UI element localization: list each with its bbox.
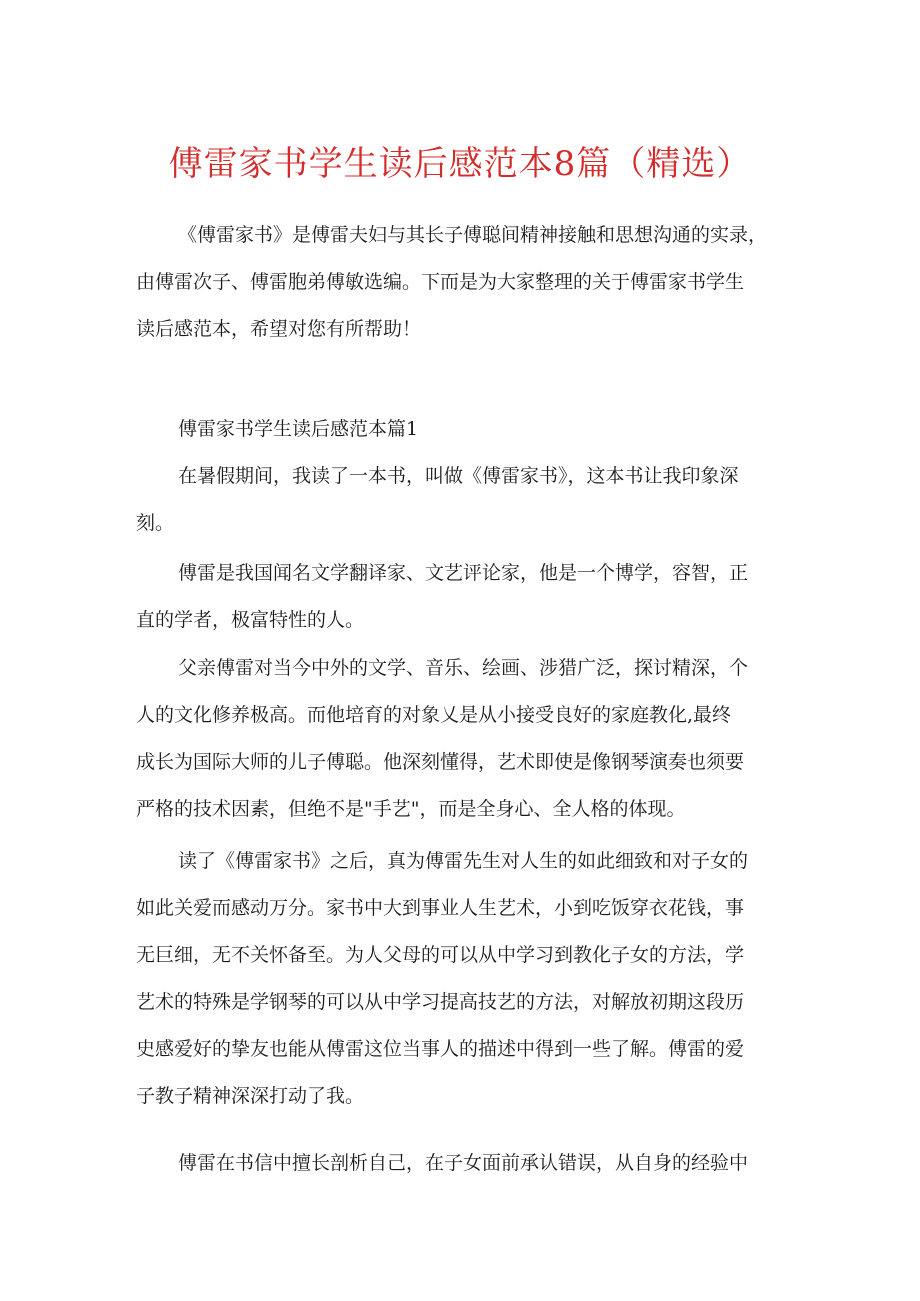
document-title: 傅雷家书学生读后感范本8篇（精选） — [168, 144, 752, 184]
paragraph-line: 父亲傅雷对当今中外的文学、音乐、绘画、涉猎广泛，探讨精深，个 — [178, 657, 749, 679]
paragraph-line: 傅雷是我国闻名文学翻译家、文艺评论家，他是一个博学，容智，正 — [178, 562, 749, 584]
intro-line: 读后感范本，希望对您有所帮助！ — [136, 318, 422, 340]
paragraph-line: 如此关爱而感动万分。家书中大到事业人生艺术，小到吃饭穿衣花钱，事 — [136, 897, 745, 919]
paragraph-line: 史感爱好的挚友也能从傅雷这位当事人的描述中得到一些了解。傅雷的爱 — [136, 1038, 745, 1060]
body-paragraph-1 — [136, 453, 796, 547]
paragraph-line: 成长为国际大师的儿子傅聪。他深刻懂得，艺术即使是像钢琴演奏也须要 — [136, 751, 745, 773]
body-paragraph-3 — [136, 645, 796, 833]
body-paragraph-5 — [136, 1140, 796, 1187]
intro-line: 由傅雷次子、傅雷胞弟傅敏选编。下而是为大家整理的关于傅雷家书学生 — [136, 271, 745, 293]
section-heading: 傅雷家书学生读后感范本篇1 — [178, 418, 419, 440]
paragraph-line: 艺术的特殊是学钢琴的可以从中学习提高技艺的方法，对解放初期这段历 — [136, 991, 745, 1013]
paragraph-line: 直的学者，极富特性的人。 — [136, 609, 365, 631]
paragraph-line: 严格的技术因素，但绝不是"手艺"，而是全身心、全人格的体现。 — [136, 798, 686, 820]
body-paragraph-4 — [136, 838, 796, 1120]
paragraph-line: 人的文化修养极高。而他培育的对象乂是从小接受良好的家庭教化,最终 — [136, 704, 732, 726]
paragraph-line: 在暑假期间，我读了一本书，叫做《傅雷家书》，这本书让我印象深 — [178, 465, 739, 487]
intro-line: 《傅雷家书》是傅雷夫妇与其长子傅聪间精神接触和思想沟通的实录， — [178, 224, 768, 246]
paragraph-line: 刻。 — [136, 512, 175, 534]
paragraph-line: 无巨细，无不关怀备至。为人父母的可以从中学习到教化子女的方法，学 — [136, 944, 745, 966]
paragraph-line: 傅雷在书信中擅长剖析自己，在子女面前承认错误，从自身的经验中 — [178, 1152, 749, 1174]
body-paragraph-2 — [136, 550, 796, 644]
intro-paragraph — [136, 212, 796, 353]
paragraph-line: 子教子精神深深打动了我。 — [136, 1085, 365, 1107]
paragraph-line: 读了《傅雷家书》之后，真为傅雷先生对人生的如此细致和对子女的 — [178, 850, 749, 872]
